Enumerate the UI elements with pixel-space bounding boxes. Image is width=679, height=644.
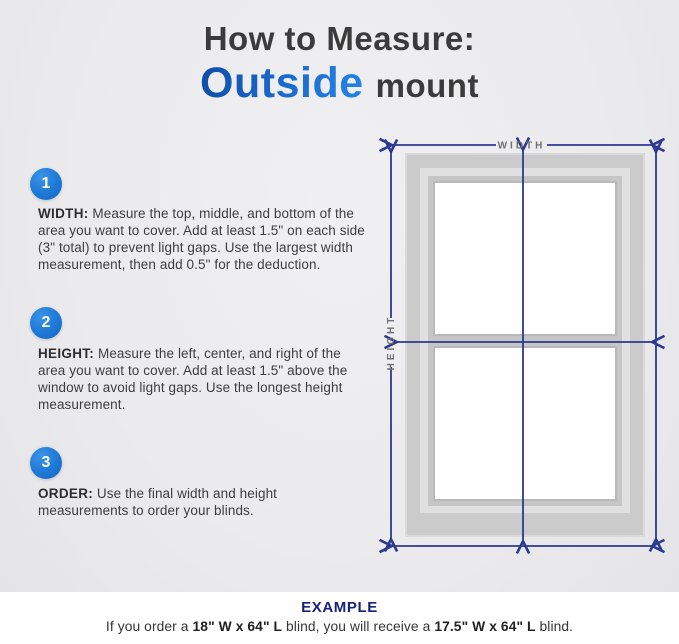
step-2-text [38,345,370,413]
title-line2 [0,59,679,108]
example-text [0,619,679,634]
window-illustration [406,154,644,536]
window-glass-upper [434,182,616,335]
step-3-body: Use the final width and height measurements to order your blinds. [38,486,278,518]
window-measurement-diagram [370,126,670,562]
step-2-body: Measure the left, center, and right of the area you want to cover. Add at least 1.5" above the window to avoid light gaps. Use the longest height measurement. [38,346,348,412]
title-suffix: mount [375,66,479,104]
step-2-badge: 2 [30,307,62,339]
height-label: HEIGHT [386,314,397,371]
step-3-label: ORDER: [38,486,94,501]
example-received-size: 17.5" W x 64" L [434,619,536,634]
step-1-badge: 1 [30,168,62,200]
step-1-body: Measure the top, middle, and bottom of the area you want to cover. Add at least 1.5" on each side (3" total) to prevent light gaps. Use the largest width measurement, then add 0.5" for the deduction. [38,206,365,272]
step-1-label: WIDTH: [38,206,89,221]
example-seg-1: If you order a [105,619,193,634]
example-ordered-size: 18" W x 64" L [192,619,283,634]
page-title [0,22,679,108]
step-1-text [38,205,370,273]
width-label: WIDTH [497,140,546,152]
title-line1: How to Measure: [203,20,476,57]
example-seg-3: blind, you will receive a [282,619,435,634]
title-highlight: Outside [200,58,364,107]
example-seg-5: blind. [535,619,574,634]
instruction-steps [28,168,380,548]
step-3-badge: 3 [30,447,62,479]
example-heading: EXAMPLE [301,599,378,616]
step-3-text [38,485,370,519]
step-2-label: HEIGHT: [38,346,95,361]
example-section [0,592,679,644]
window-glass-lower [434,347,616,500]
